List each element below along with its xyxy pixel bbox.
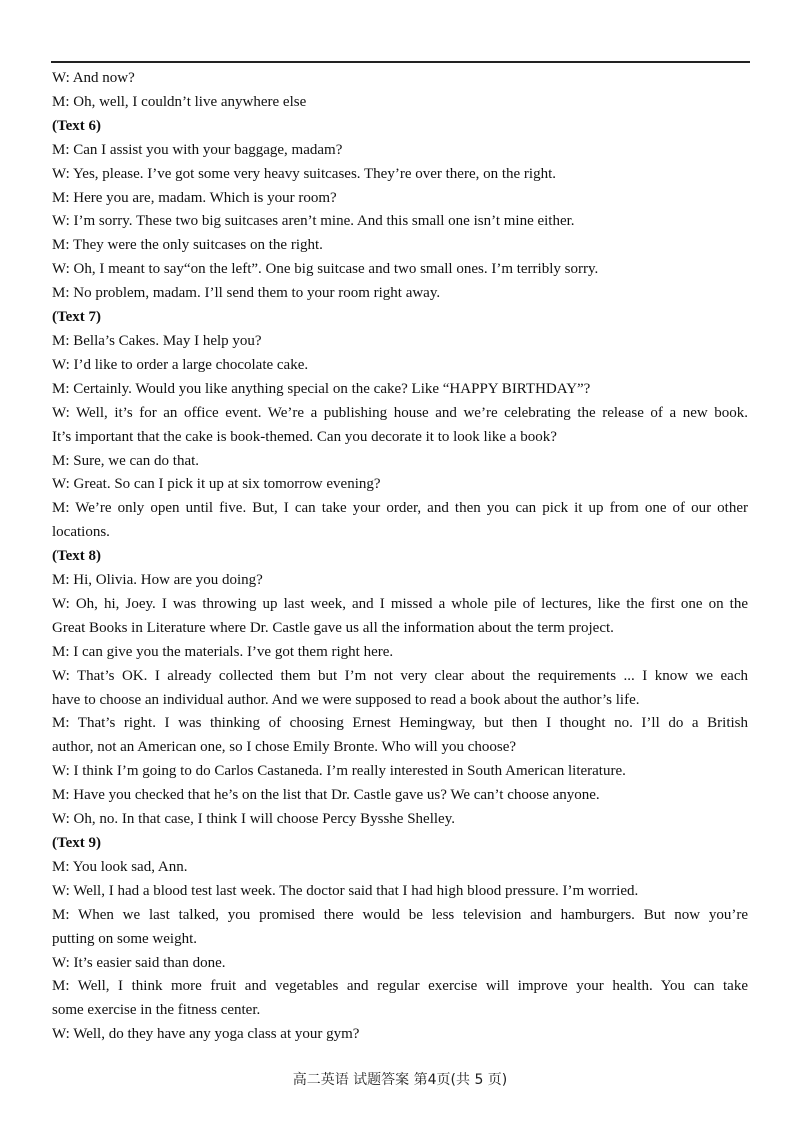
- dialogue-line: M: That’s right. I was thinking of choosing Ernest Hemingway, but then I thought no. I’ll do a British: [52, 715, 748, 732]
- dialogue-line: author, not an American one, so I chose Emily Bronte. Who will you choose?: [52, 739, 517, 756]
- dialogue-line: M: You look sad, Ann.: [52, 858, 188, 875]
- dialogue-line: have to choose an individual author. And we were supposed to read a book about the author’s life.: [52, 691, 640, 708]
- dialogue-line: M: Can I assist you with your baggage, madam?: [52, 141, 343, 158]
- dialogue-line: It’s important that the cake is book-themed. Can you decorate it to look like a book?: [52, 428, 557, 445]
- dialogue-line: W: Well, I had a blood test last week. The doctor said that I had high blood pressure. I’m worried.: [52, 882, 639, 899]
- dialogue-line: putting on some weight.: [52, 930, 197, 947]
- dialogue-line: M: Bella’s Cakes. May I help you?: [52, 332, 262, 349]
- dialogue-line: W: That’s OK. I already collected them but I’m not very clear about the requirements ... I know we each: [52, 667, 748, 684]
- dialogue-line: M: They were the only suitcases on the right.: [52, 237, 323, 254]
- dialogue-line: M: Have you checked that he’s on the list that Dr. Castle gave us? We can’t choose anyone.: [52, 787, 600, 804]
- dialogue-line: M: Well, I think more fruit and vegetables and regular exercise will improve your health. You can take: [52, 978, 748, 995]
- dialogue-line: W: I’m sorry. These two big suitcases aren’t mine. And this small one isn’t mine either.: [52, 213, 575, 230]
- section-heading: (Text 9): [52, 835, 102, 851]
- dialogue-line: M: Here you are, madam. Which is your room?: [52, 189, 337, 206]
- dialogue-line: W: I think I’m going to do Carlos Castaneda. I’m really interested in South American literature.: [52, 763, 626, 780]
- dialogue-line: M: Oh, well, I couldn’t live anywhere else: [52, 93, 307, 110]
- dialogue-line: W: It’s easier said than done.: [52, 954, 226, 971]
- header-rule: [51, 61, 750, 63]
- dialogue-line: Great Books in Literature where Dr. Castle gave us all the information about the term project.: [52, 619, 614, 636]
- dialogue-line: M: Sure, we can do that.: [52, 452, 200, 469]
- page-footer: 高二英语 试题答案 第4页(共 5 页): [292, 1072, 508, 1088]
- dialogue-line: W: Well, it’s for an office event. We’re a publishing house and we’re celebrating the release of a new book.: [52, 404, 748, 421]
- dialogue-line: W: I’d like to order a large chocolate cake.: [52, 356, 309, 373]
- dialogue-line: M: We’re only open until five. But, I can take your order, and then you can pick it up from one of our other: [52, 500, 748, 517]
- dialogue-line: W: Oh, hi, Joey. I was throwing up last week, and I missed a whole pile of lectures, like the first one on the: [52, 595, 748, 612]
- section-heading: (Text 8): [52, 548, 102, 565]
- dialogue-line: W: And now?: [52, 70, 135, 86]
- dialogue-line: W: Yes, please. I’ve got some very heavy suitcases. They’re over there, on the right.: [52, 165, 557, 182]
- dialogue-line: M: Hi, Olivia. How are you doing?: [52, 572, 263, 589]
- dialogue-line: M: I can give you the materials. I’ve got them right here.: [52, 643, 394, 660]
- dialogue-line: M: Certainly. Would you like anything special on the cake? Like “HAPPY BIRTHDAY”?: [52, 380, 591, 397]
- dialogue-line: M: When we last talked, you promised there would be less television and hamburgers. But now you’re: [52, 906, 748, 923]
- dialogue-line: M: No problem, madam. I’ll send them to your room right away.: [52, 285, 441, 302]
- dialogue-line: W: Great. So can I pick it up at six tomorrow evening?: [52, 476, 381, 493]
- section-heading: (Text 6): [52, 117, 102, 134]
- dialogue-line: W: Well, do they have any yoga class at your gym?: [52, 1026, 360, 1043]
- dialogue-line: locations.: [52, 524, 110, 541]
- section-heading: (Text 7): [52, 309, 102, 326]
- dialogue-line: W: Oh, I meant to say“on the left”. One big suitcase and two small ones. I’m terribly sorry.: [52, 261, 599, 278]
- transcript-body: [52, 67, 748, 1047]
- dialogue-line: some exercise in the fitness center.: [52, 1002, 261, 1019]
- dialogue-line: W: Oh, no. In that case, I think I will choose Percy Bysshe Shelley.: [52, 811, 455, 828]
